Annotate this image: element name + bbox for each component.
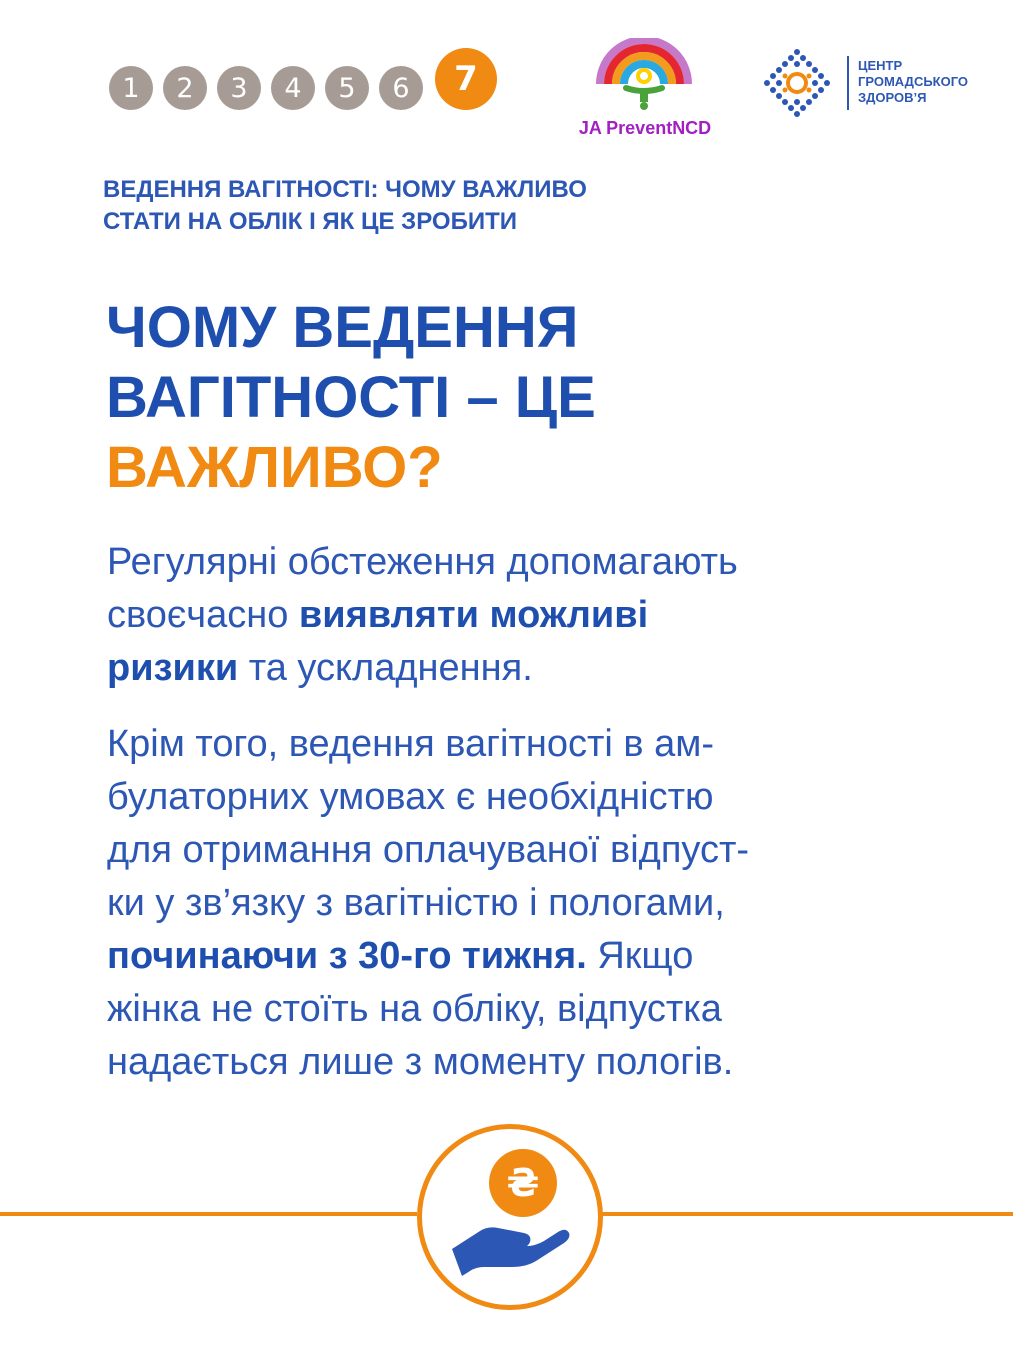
step-7-active[interactable]: 7: [435, 48, 497, 110]
hand-with-hryvnia-coin-icon: [422, 1129, 598, 1305]
p1-line-3: [107, 642, 907, 695]
money-icon-circle: [417, 1124, 603, 1310]
logo-divider: [847, 56, 849, 110]
step-5[interactable]: 5: [325, 66, 369, 110]
ja-preventncd-logo: [560, 38, 730, 142]
p2-line-1: Крім того, ведення вагітності в ам-: [107, 723, 715, 765]
public-health-center-logo: [762, 48, 982, 118]
p2-line-5: [107, 930, 907, 983]
p1-line-3-bold: ризики: [107, 647, 239, 689]
step-4[interactable]: 4: [271, 66, 315, 110]
headline-line-1: ЧОМУ ВЕДЕННЯ: [106, 295, 579, 360]
paragraph-2: [107, 718, 907, 1089]
phc-line-2: ГРОМАДСЬКОГО: [858, 74, 969, 89]
headline-line-2: ВАГІТНОСТІ – ЦЕ: [106, 365, 596, 430]
divider-line-left: [0, 1212, 417, 1216]
divider-line-right: [601, 1212, 1013, 1216]
step-2[interactable]: 2: [163, 66, 207, 110]
headline-line-3-accent: ВАЖЛИВО?: [106, 435, 443, 500]
p2-line-2: булаторних умовах є необхідністю: [107, 776, 714, 818]
step-6[interactable]: 6: [379, 66, 423, 110]
hryvnia-symbol: ₴: [506, 1161, 540, 1205]
p2-line-5-normal: Якщо: [586, 935, 694, 977]
phc-line-3: ЗДОРОВ’Я: [858, 90, 927, 105]
subtitle-line-1: ВЕДЕННЯ ВАГІТНОСТІ: ЧОМУ ВАЖЛИВО: [103, 176, 587, 203]
step-indicator: [109, 59, 507, 110]
rainbow-person-icon: [594, 38, 694, 114]
p1-line-2: [107, 589, 907, 642]
p1-line-2-normal: своєчасно: [107, 594, 299, 636]
p2-line-4: ки у зв’язку з вагітністю і пологами,: [107, 882, 725, 924]
p2-line-6: жінка не стоїть на обліку, відпустка: [107, 988, 722, 1030]
p2-line-3: для отримання оплачуваної відпуст-: [107, 829, 750, 871]
dots-pattern-icon: [762, 48, 832, 118]
phc-line-1: ЦЕНТР: [858, 58, 903, 73]
p1-line-2-bold: виявляти можливі: [298, 594, 649, 636]
ja-logo-text: JA PreventNCD: [578, 118, 712, 138]
p1-line-3-normal: та ускладнення.: [238, 647, 533, 689]
p1-line-1: Регулярні обстеження допомагають: [107, 541, 738, 583]
page-headline: [106, 293, 746, 503]
p2-line-7: надається лише з моменту пологів.: [107, 1041, 734, 1083]
p2-line-5-bold: починаючи з 30-го тижня.: [107, 935, 587, 977]
step-1[interactable]: 1: [109, 66, 153, 110]
series-subtitle: [103, 174, 743, 238]
subtitle-line-2: СТАТИ НА ОБЛІК І ЯК ЦЕ ЗРОБИТИ: [103, 208, 517, 235]
step-3[interactable]: 3: [217, 66, 261, 110]
paragraph-1: [107, 536, 907, 695]
phc-logo-text: [858, 58, 968, 106]
